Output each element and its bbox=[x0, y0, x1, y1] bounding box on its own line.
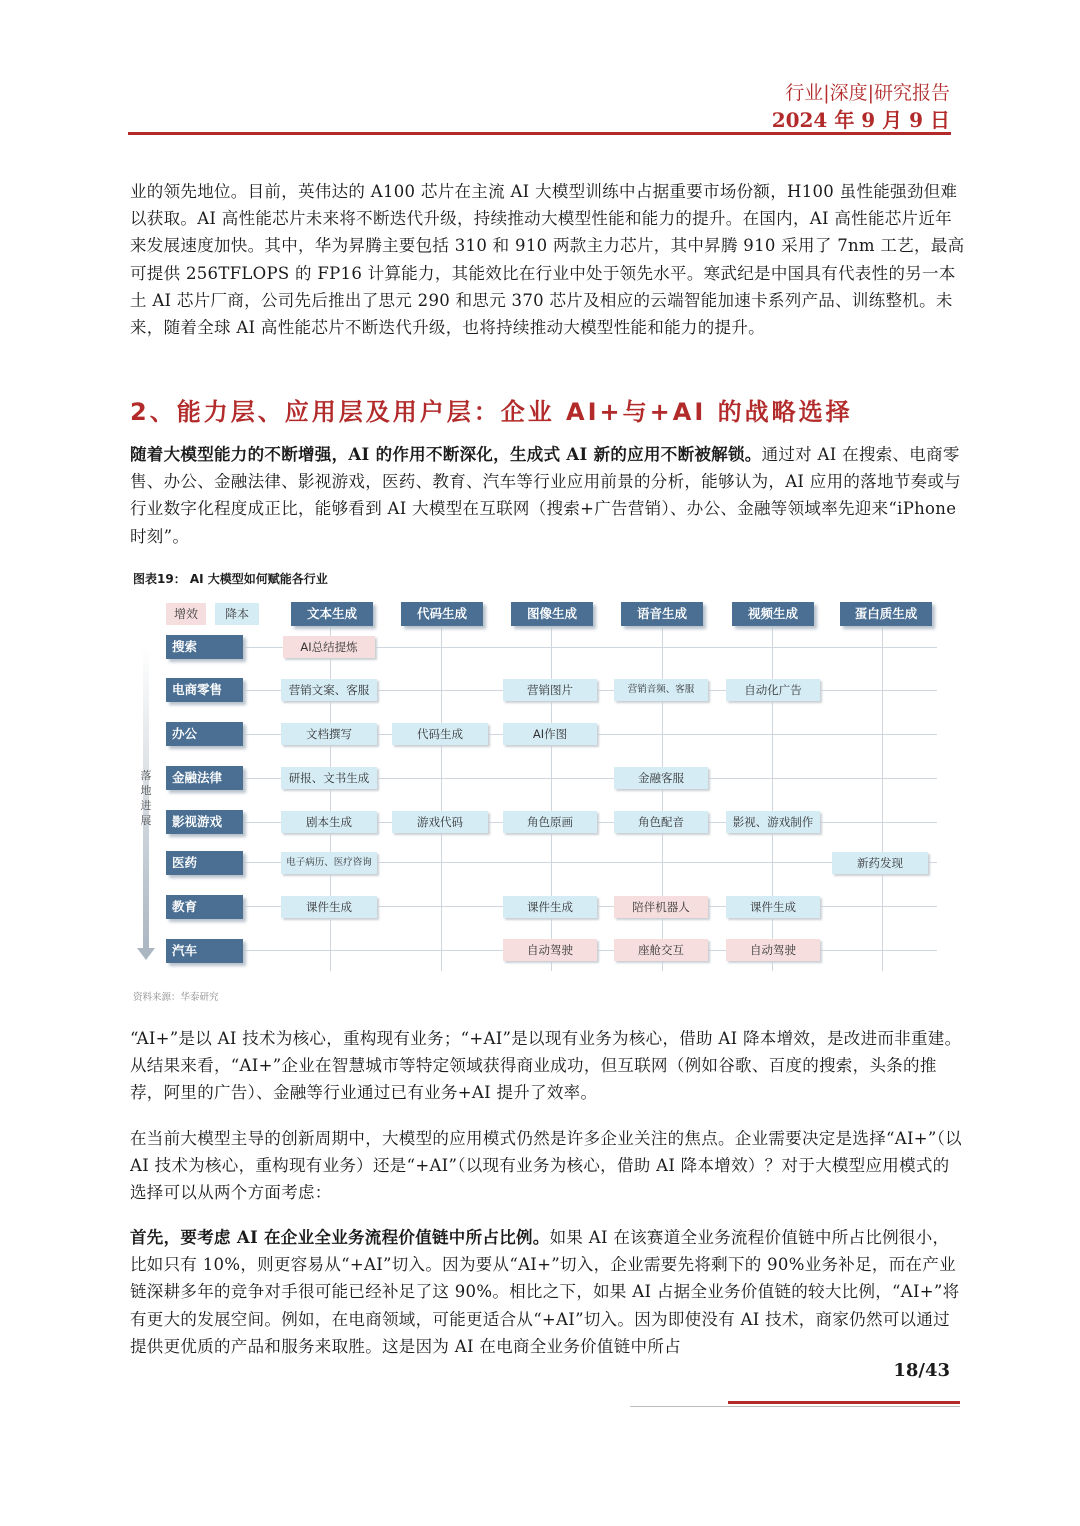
row-header-finance-law: 金融法律 bbox=[166, 766, 243, 790]
footer-divider bbox=[630, 1406, 960, 1407]
paragraph-lead-bold: 随着大模型能力的不断增强，AI 的作用不断深化，生成式 AI 新的应用不断被解锁。 bbox=[130, 445, 762, 464]
matrix-cell: AI作图 bbox=[503, 723, 597, 745]
column-header-video: 视频生成 bbox=[732, 602, 814, 626]
grid-line bbox=[441, 626, 442, 971]
column-header-text: 文本生成 bbox=[291, 602, 373, 626]
grid-line bbox=[662, 626, 663, 971]
figure-matrix bbox=[130, 590, 960, 985]
matrix-cell: 新药发现 bbox=[832, 852, 928, 874]
matrix-cell: 自动驾驶 bbox=[503, 939, 597, 961]
column-header-protein: 蛋白质生成 bbox=[840, 602, 932, 626]
row-header-medicine: 医药 bbox=[166, 851, 243, 875]
row-header-office: 办公 bbox=[166, 722, 243, 746]
column-header-image: 图像生成 bbox=[511, 602, 593, 626]
matrix-cell: 影视、游戏制作 bbox=[726, 811, 820, 833]
row-header-auto: 汽车 bbox=[166, 939, 243, 963]
row-header-ecommerce: 电商零售 bbox=[166, 678, 243, 702]
matrix-cell: 课件生成 bbox=[726, 896, 820, 918]
column-header-code: 代码生成 bbox=[401, 602, 483, 626]
report-category: 行业|深度|研究报告 bbox=[785, 82, 950, 104]
matrix-cell: 陪伴机器人 bbox=[614, 896, 708, 918]
paragraph-chip-leadership: 业的领先地位。目前，英伟达的 A100 芯片在主流 AI 大模型训练中占据重要市场份额，H100 虽性能强劲但难以获取。AI 高性能芯片未来将不断迭代升级，持续推动大模型性能和能力的提升。在国内，AI 高性能芯片近年来发展速度加快。其中，华为昇腾主要包括 310 和 910 两款主力芯片，其中昇腾 910 采用了 7nm 工艺，最高可提供 256TFLOPS 的 FP16 计算能力，其能效比在行业中处于领先水平。寒武纪是中国具有代表性的另一本土 AI 芯片厂商，公司先后推出了思元 290 和思元 370 芯片及相应的云端智能加速卡系列产品、训练整机。未来，随着全球 AI 高性能芯片不断迭代升级，也将持续推动大模型性能和能力的提升。 bbox=[130, 182, 965, 338]
matrix-cell: 角色配音 bbox=[614, 811, 708, 833]
matrix-cell: 自动化广告 bbox=[726, 679, 820, 701]
paragraph-ai-plus-definition: “AI+”是以 AI 技术为核心，重构现有业务；“+AI”是以现有业务为核心，借助 AI 降本增效，是改进而非重建。从结果来看，“AI+”企业在智慧城市等特定领域获得商业成功，但互联网（例如谷歌、百度的搜索，头条的推荐，阿里的广告）、金融等行业通过已有业务+AI 提升了效率。 bbox=[130, 1029, 962, 1103]
footer-accent-bar bbox=[728, 1401, 960, 1404]
progress-arrow-head bbox=[137, 948, 155, 960]
row-header-film-game: 影视游戏 bbox=[166, 810, 243, 834]
figure-title: 图表19： AI 大模型如何赋能各行业 bbox=[133, 572, 328, 586]
row-header-search: 搜索 bbox=[166, 635, 243, 659]
matrix-cell: 营销图片 bbox=[503, 679, 597, 701]
matrix-cell: 代码生成 bbox=[392, 723, 488, 745]
paragraph-value-chain bbox=[130, 1224, 965, 1360]
paragraph-body: 如果 AI 在该赛道全业务流程价值链中所占比例很小，比如只有 10%，则更容易从“+AI”切入。因为要从“AI+”切入，企业需要先将剩下的 90%业务补足，而在产业链深耕多年的竞争对手很可能已经补足了这 90%。相比之下，如果 AI 占据全业务价值链的较大比例，“AI+”将有更大的发展空间。例如，在电商领域，可能更适合从“+AI”切入。因为即使没有 AI 技术，商家仍然可以通过提供更优质的产品和服务来取胜。这是因为 AI 在电商全业务价值链中所占 bbox=[130, 1228, 960, 1356]
matrix-cell: 文档撰写 bbox=[281, 723, 377, 745]
legend-cost-reduction: 降本 bbox=[215, 603, 259, 625]
grid-line bbox=[551, 626, 552, 971]
header-divider bbox=[128, 132, 951, 135]
matrix-cell: 自动驾驶 bbox=[726, 939, 820, 961]
grid-line bbox=[772, 626, 773, 971]
matrix-cell: 研报、文书生成 bbox=[281, 767, 377, 789]
page-number: 18/43 bbox=[893, 1360, 950, 1381]
legend-efficiency: 增效 bbox=[166, 603, 206, 625]
paragraph-body: 通过对 AI 在搜索、电商零售、办公、金融法律、影视游戏，医药、教育、汽车等行业应用前景的分析，能够认为，AI 应用的落地节奏或与行业数字化程度成正比，能够看到 AI 大模型在互联网（搜索+广告营销）、办公、金融等领域率先迎来“iPhone 时刻”。 bbox=[130, 445, 961, 546]
matrix-cell: 游戏代码 bbox=[392, 811, 488, 833]
paragraph-application-mode: 在当前大模型主导的创新周期中，大模型的应用模式仍然是许多企业关注的焦点。企业需要决定是选择“AI+”（以 AI 技术为核心，重构现有业务）还是“+AI”（以现有业务为核心，借助 AI 降本增效）？对于大模型应用模式的选择可以从两个方面考虑： bbox=[130, 1129, 962, 1203]
matrix-cell: 课件生成 bbox=[503, 896, 597, 918]
matrix-cell: 营销文案、客服 bbox=[281, 679, 377, 701]
paragraph-lead-bold: 首先，要考虑 AI 在企业全业务流程价值链中所占比例。 bbox=[130, 1228, 550, 1247]
matrix-cell: 金融客服 bbox=[614, 767, 708, 789]
paragraph-ai-deepening bbox=[130, 441, 965, 550]
matrix-cell: 课件生成 bbox=[281, 896, 377, 918]
figure-source: 资料来源：华泰研究 bbox=[133, 992, 219, 1003]
grid-line bbox=[882, 626, 883, 971]
grid-line bbox=[330, 626, 331, 971]
matrix-cell: 电子病历、医疗咨询 bbox=[281, 852, 377, 874]
matrix-cell: AI总结提炼 bbox=[283, 636, 375, 658]
matrix-cell: 剧本生成 bbox=[281, 811, 377, 833]
column-header-voice: 语音生成 bbox=[621, 602, 703, 626]
row-header-education: 教育 bbox=[166, 895, 243, 919]
section-title: 2、能力层、应用层及用户层：企业 AI+与+AI 的战略选择 bbox=[130, 398, 853, 426]
matrix-cell: 营销音频、客服 bbox=[614, 679, 708, 701]
matrix-cell: 角色原画 bbox=[503, 811, 597, 833]
progress-label: 落地进展 bbox=[140, 769, 152, 827]
report-date: 2024 年 9 月 9 日 bbox=[771, 108, 950, 132]
matrix-cell: 座舱交互 bbox=[614, 939, 708, 961]
